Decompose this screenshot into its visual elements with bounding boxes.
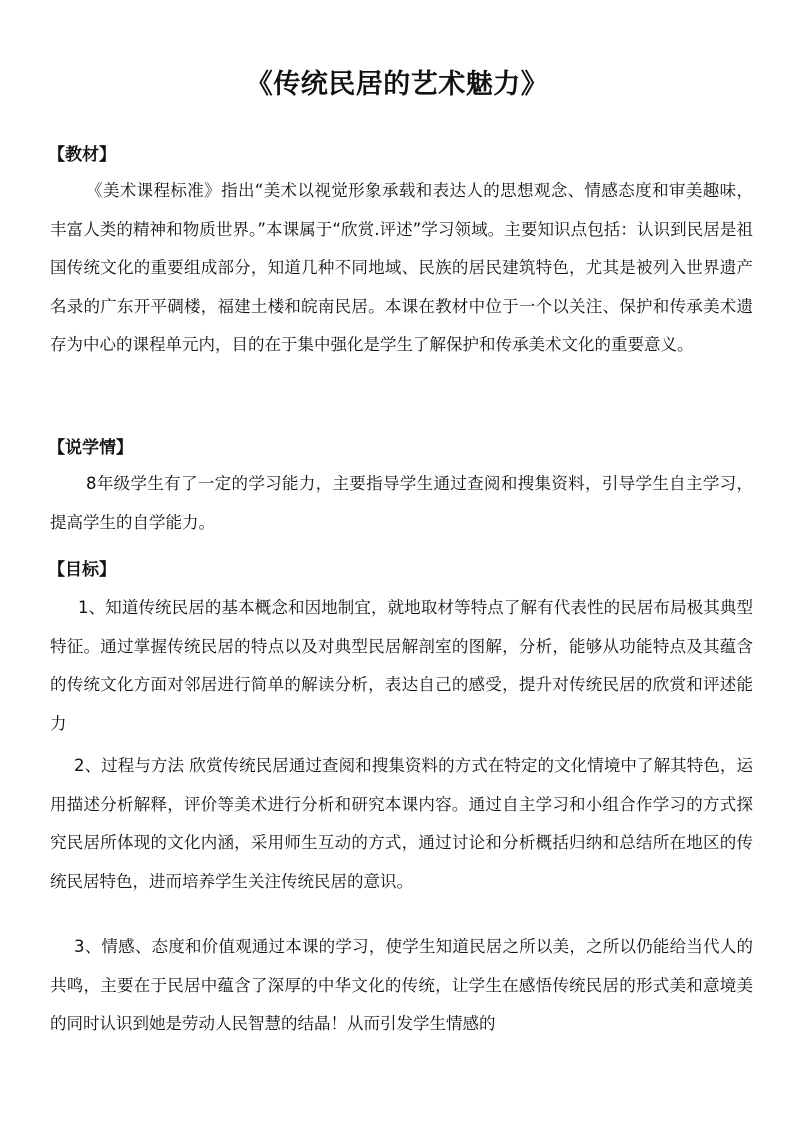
paragraph-textbook: 《美术课程标准》指出“美术以视觉形象承载和表达人的思想观念、情感态度和审美趣味，丰富人类的精神和物质世界。”本课属于“欣赏.评述”学习领域。主要知识点包括：认识到民居是祖国传统文化的重要组成部分，知道几种不同地域、民族的居民建筑特色，尤其是被列入世界遗产名录的广东开平碉楼，福建土楼和皖南民居。本课在教材中位于一个以关注、保护和传承美术遗存为中心的课程单元内，目的在于集中强化是学生了解保护和传承美术文化的重要意义。 (50, 181, 753, 354)
goal-item-3: 3、情感、态度和价值观通过本课的学习，使学生知道民居之所以美，之所以仍能给当代人的共鸣，主要在于民居中蕴含了深厚的中华文化的传统，让学生在感悟传统民居的形式美和意境美的同时认识到她是劳动人民智慧的结晶！从而引发学生情感的 (50, 937, 753, 1033)
section-heading-textbook: 【教材】 (48, 145, 116, 165)
section-heading-students: 【说学情】 (48, 438, 133, 458)
goal-item-2: 2、过程与方法 欣赏传统民居通过查阅和搜集资料的方式在特定的文化情境中了解其特色，运用描述分析解释，评价等美术进行分析和研究本课内容。通过自主学习和小组合作学习的方式探究民居所体现的文化内涵，采用师生互动的方式，通过讨论和分析概括归纳和总结所在地区的传统民居特色，进而培养学生关注传统民居的意识。 (50, 756, 753, 891)
section-heading-goals: 【目标】 (48, 560, 116, 580)
paragraph-students: 8年级学生有了一定的学习能力，主要指导学生通过查阅和搜集资料，引导学生自主学习，提高学生的自学能力。 (50, 474, 753, 532)
goal-item-1: 1、知道传统民居的基本概念和因地制宜，就地取材等特点了解有代表性的民居布局极其典型特征。通过掌握传统民居的特点以及对典型民居解剖室的图解，分析，能够从功能特点及其蕴含的传统文化方面对邻居进行简单的解读分析，表达自己的感受，提升对传统民居的欣赏和评述能力 (50, 598, 753, 733)
document-title: 《传统民居的艺术魅力》 (245, 69, 549, 100)
